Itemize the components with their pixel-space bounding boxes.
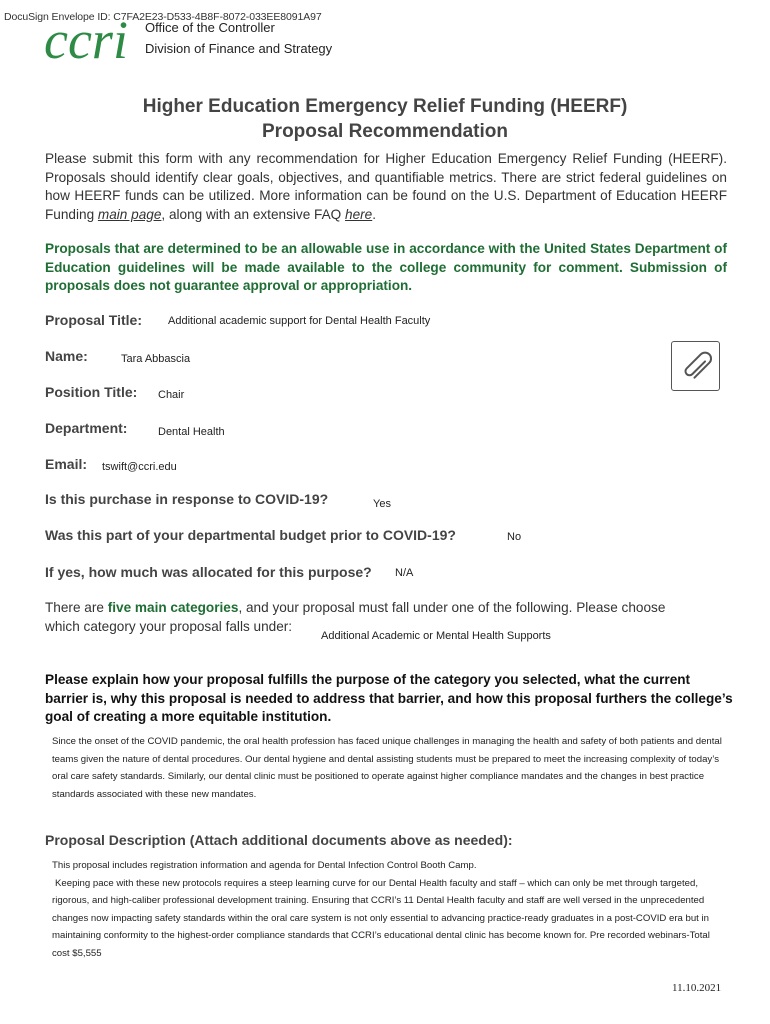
explain-question: Please explain how your proposal fulfills the purpose of the category you selected, what the current barrier is, why this proposal is needed to address that barrier, and how this proposal furthers the college’s goal of creating a more equitable institution. <box>45 672 733 724</box>
docusign-envelope-id: DocuSign Envelope ID: C7FA2E23-D533-4B8F-8072-033EE8091A97 <box>4 11 322 23</box>
office-name: Office of the Controller <box>145 20 275 35</box>
prior-budget-label: Was this part of your departmental budget prior to COVID-19? <box>45 527 456 543</box>
attachment-button[interactable] <box>671 341 720 391</box>
name-field[interactable]: Tara Abbascia <box>121 353 191 365</box>
intro-paragraph <box>45 150 727 224</box>
category-text-1: There are <box>45 600 108 615</box>
position-field[interactable]: Chair <box>158 389 185 401</box>
description-line-1: This proposal includes registration information and agenda for Dental Infection Control Booth Camp. <box>52 860 477 871</box>
paperclip-icon <box>672 342 719 390</box>
covid-purchase-label: Is this purchase in response to COVID-19? <box>45 491 329 507</box>
ccri-logo <box>44 10 136 66</box>
email-field[interactable]: tswift@ccri.edu <box>102 461 177 473</box>
email-label: Email: <box>45 456 88 472</box>
category-text-2: , and your proposal must fall under one of the following. Please choose which category your proposal falls under: <box>45 600 666 634</box>
description-label: Proposal Description (Attach additional documents above as needed): <box>45 832 513 848</box>
prior-budget-field[interactable]: No <box>507 531 522 543</box>
intro-text-1: Please submit this form with any recommendation for Higher Education Emergency Relief Funding (HEERF). Proposals should identify clear goals, objectives, and quantifiable metrics. There are strict federal guidelines on how HEERF funds can be utilized. More information can be found on the U.S. Department of Education HEERF Funding <box>45 151 727 222</box>
allocated-label: If yes, how much was allocated for this purpose? <box>45 564 372 580</box>
department-label: Department: <box>45 420 128 436</box>
division-name: Division of Finance and Strategy <box>145 41 333 56</box>
proposal-title-field[interactable]: Additional academic support for Dental Health Faculty <box>168 315 431 327</box>
explain-answer-field[interactable]: Since the onset of the COVID pandemic, the oral health profession has faced unique challenges in managing the health and safety of both patients and dental teams given the nature of dental procedures. Our dental hygiene and dental assisting students must be prepared to meet the increasing complexity of today’s oral care safety standards. Similarly, our dental clinic must be positioned to operate against higher compliance mandates and the changes in best practice standards associated with these new mandates. <box>52 736 722 800</box>
department-field[interactable]: Dental Health <box>158 426 225 438</box>
name-label: Name: <box>45 348 88 364</box>
category-field[interactable]: Additional Academic or Mental Health Supports <box>321 630 551 642</box>
description-paragraph: Keeping pace with these new protocols requires a steep learning curve for our Dental Health faculty and staff – which can only be met through targeted, rigorous, and high-caliber professional development training. Ensuring that CCRI’s 11 Dental Health faculty and staff are well versed in the unprecedented changes now impacting safety standards within the oral care system is not only essential to advancing practice-ready graduates in a post-COVID era but in maintaining conformity to the highest-order compliance standards that CCRI’s educational dental clinic has become known for. Pre recorded webinars-Total cost $5,555 <box>52 877 710 959</box>
position-label: Position Title: <box>45 384 138 400</box>
covid-purchase-field[interactable]: Yes <box>373 498 391 510</box>
form-subtitle: Proposal Recommendation <box>262 121 508 142</box>
intro-text-3: . <box>372 206 377 222</box>
allocated-field[interactable]: N/A <box>395 567 414 579</box>
form-title: Higher Education Emergency Relief Funding (HEERF) <box>142 96 628 117</box>
main-page-link[interactable]: main page <box>97 206 162 222</box>
proposal-title-label: Proposal Title: <box>45 312 142 328</box>
description-answer-field[interactable] <box>52 857 722 962</box>
signature-date: 11.10.2021 <box>672 982 722 994</box>
intro-text-2: , along with an extensive FAQ <box>161 206 346 222</box>
five-categories-link[interactable]: five main categories <box>107 600 239 615</box>
logo-text: ccri <box>44 10 128 66</box>
green-notice: Proposals that are determined to be an allowable use in accordance with the United States Department of Education guidelines will be made available to the college community for comment. Submission of proposals does not guarantee approval or appropriation. <box>45 241 727 293</box>
faq-link[interactable]: here <box>345 206 373 222</box>
